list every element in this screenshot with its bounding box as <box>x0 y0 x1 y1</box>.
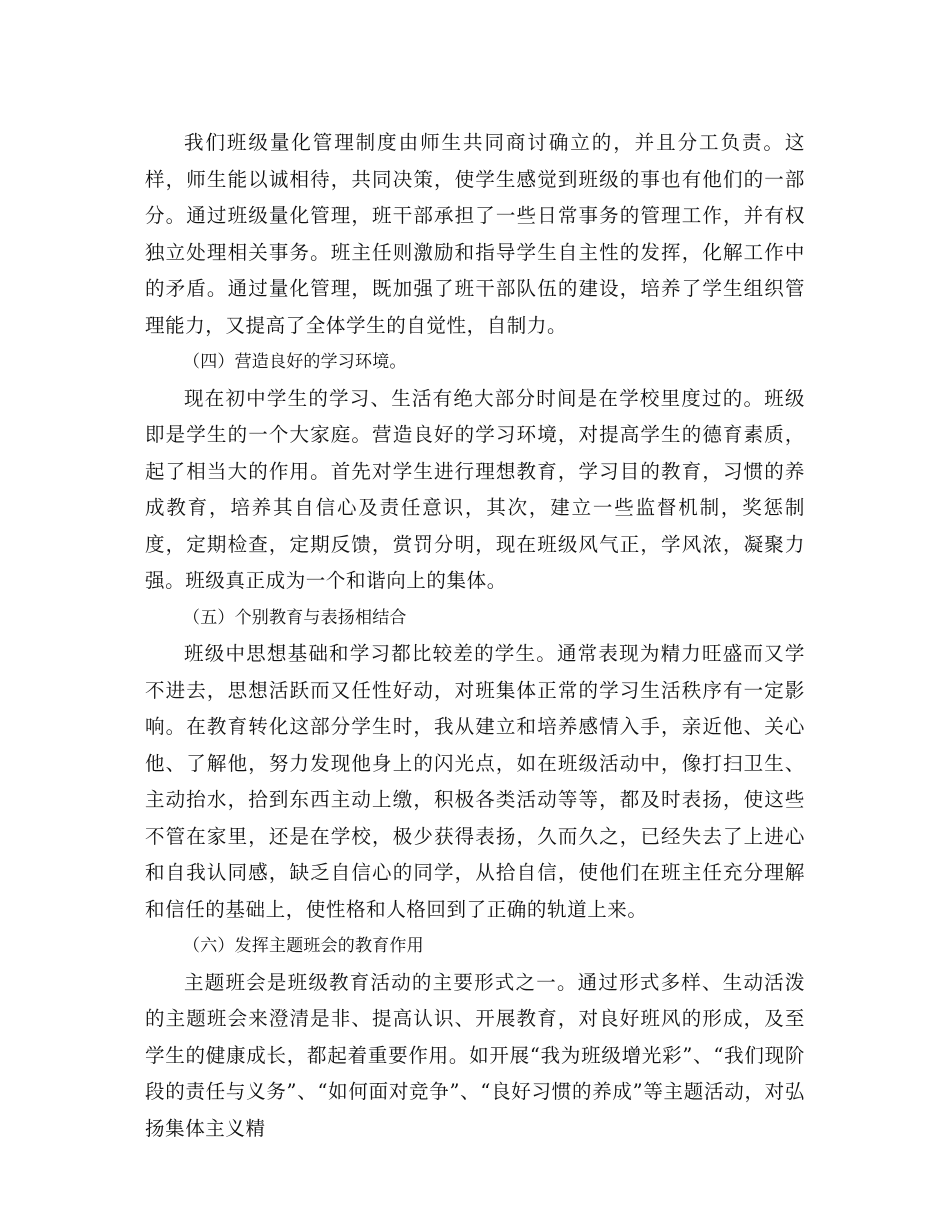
paragraph-individual-education: 班级中思想基础和学习都比较差的学生。通常表现为精力旺盛而又学不进去，思想活跃而又任性好动，对班集体正常的学习生活秩序有一定影响。在教育转化这部分学生时，我从建立和培养感情入手，亲近他、关心他、了解他，努力发现他身上的闪光点，如在班级活动中，像打扫卫生、主动抬水，拾到东西主动上缴，积极各类活动等等，都及时表扬，使这些不管在家里，还是在学校，极少获得表扬，久而久之，已经失去了上进心和自我认同感，缺乏自信心的同学，从拾自信，使他们在班主任充分理解和信任的基础上，使性格和人格回到了正确的轨道上来。 <box>145 642 805 921</box>
paragraph-quantified-management: 我们班级量化管理制度由师生共同商讨确立的，并且分工负责。这样，师生能以诚相待，共同决策，使学生感觉到班级的事也有他们的一部分。通过班级量化管理，班干部承担了一些日常事务的管理工作，并有权独立处理相关事务。班主任则激励和指导学生自主性的发挥，化解工作中的矛盾。通过量化管理，既加强了班干部队伍的建设，培养了学生组织管理能力，又提高了全体学生的自觉性，自制力。 <box>145 131 805 337</box>
section-heading-6: （六）发挥主题班会的教育作用 <box>183 936 424 956</box>
section-heading-4: （四）营造良好的学习环境。 <box>183 352 407 372</box>
document-body <box>145 125 805 1147</box>
paragraph-learning-environment: 现在初中学生的学习、生活有绝大部分时间是在学校里度过的。班级即是学生的一个大家庭。营造良好的学习环境，对提高学生的德育素质，起了相当大的作用。首先对学生进行理想教育，学习目的教育，习惯的养成教育，培养其自信心及责任意识，其次，建立一些监督机制，奖惩制度，定期检查，定期反馈，赏罚分明，现在班级风气正，学风浓，凝聚力强。班级真正成为一个和谐向上的集体。 <box>145 386 805 592</box>
section-heading-5: （五）个别教育与表扬相结合 <box>183 607 407 628</box>
paragraph-theme-class-meeting: 主题班会是班级教育活动的主要形式之一。通过形式多样、生动活泼的主题班会来澄清是非、提高认识、开展教育，对良好班风的形成，及至学生的健康成长，都起着重要作用。如开展“我为班级增光彩”、“我们现阶段的责任与义务”、“如何面对竞争”、“良好习惯的养成”等主题活动，对弘扬集体主义精 <box>145 970 805 1140</box>
